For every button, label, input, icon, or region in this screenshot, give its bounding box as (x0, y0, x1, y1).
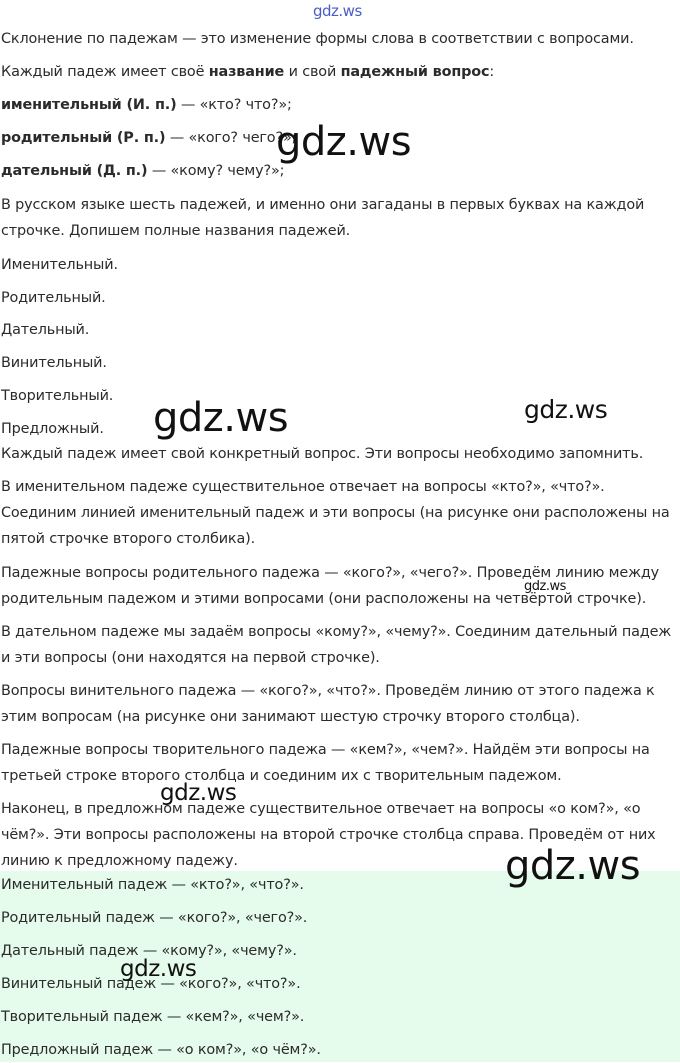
case-name-item: Родительный. (1, 290, 106, 306)
answer-item: Творительный падеж — «кем?», «чем?». (1, 1009, 305, 1025)
paragraph-line: строчке. Допишем полные названия падежей. (1, 223, 351, 239)
top-watermark-link[interactable]: gdz.ws (313, 2, 362, 20)
watermark: gdz.ws (505, 843, 641, 889)
example-dative (1, 158, 284, 184)
example-case-name: именительный (И. п.) (1, 97, 177, 113)
bold-term-question: падежный вопрос (340, 64, 490, 80)
text-fragment: Каждый падеж имеет своё (1, 64, 209, 80)
case-name-item: Творительный. (1, 388, 114, 404)
watermark: gdz.ws (524, 579, 566, 594)
case-name-item: Винительный. (1, 355, 107, 371)
example-case-name: родительный (Р. п.) (1, 130, 166, 146)
paragraph-line: пятой строчке второго столбика). (1, 531, 256, 547)
answer-block (0, 871, 680, 1062)
explain-nominative (1, 474, 677, 552)
paragraph-line: В русском языке шесть падежей, и именно они загаданы в первых буквах на каждой (1, 197, 645, 213)
watermark: gdz.ws (524, 395, 608, 424)
text-fragment: : (489, 64, 495, 80)
explain-instrumental (1, 737, 677, 789)
intro-definition: Склонение по падежам — это изменение формы слова в соответствии с вопросами. (1, 31, 634, 47)
explain-accusative (1, 678, 677, 730)
case-name-item: Дательный. (1, 322, 90, 338)
cases-paragraph (1, 192, 677, 244)
answer-item: Именительный падеж — «кто?», «что?». (1, 877, 304, 893)
case-name-item: Предложный. (1, 421, 104, 437)
paragraph-line: и эти вопросы (они находятся на первой строчке). (1, 650, 380, 666)
watermark: gdz.ws (276, 119, 412, 165)
paragraph-line: чём?». Эти вопросы расположены на второй строчке столбца справа. Проведём от них (1, 827, 656, 843)
example-case-name: дательный (Д. п.) (1, 163, 148, 179)
example-case-question: — «кому? чему?»; (147, 163, 285, 179)
paragraph-line: Вопросы винительного падежа — «кого?», «что?». Проведём линию от этого падежа к (1, 683, 655, 699)
watermark: gdz.ws (153, 395, 289, 441)
bold-term-name: название (208, 64, 285, 80)
example-case-question: — «кто? что?»; (176, 97, 292, 113)
intro-case-description (1, 59, 494, 85)
answer-item: Дательный падеж — «кому?», «чему?». (1, 943, 297, 959)
paragraph-line: В дательном падеже мы задаём вопросы «кому?», «чему?». Соединим дательный падеж (1, 624, 672, 640)
paragraph-line: В именительном падеже существительное отвечает на вопросы «кто?», «что?». (1, 479, 605, 495)
paragraph-line: Падежные вопросы родительного падежа — «кого?», «чего?». Проведём линию между (1, 565, 660, 581)
answer-item: Винительный падеж — «кого?», «что?». (1, 976, 301, 992)
paragraph-line: третьей строке второго столбца и соединим их с творительным падежом. (1, 768, 562, 784)
case-name-item: Именительный. (1, 257, 118, 273)
explain-genitive (1, 560, 677, 612)
example-nominative (1, 92, 292, 118)
explain-dative (1, 619, 677, 671)
explain-intro: Каждый падеж имеет свой конкретный вопрос. Эти вопросы необходимо запомнить. (1, 446, 644, 462)
paragraph-line: линию к предложному падежу. (1, 853, 238, 869)
paragraph-line: Соединим линией именительный падеж и эти вопросы (на рисунке они расположены на (1, 505, 670, 521)
paragraph-line: этим вопросам (на рисунке они занимают шестую строчку второго столбца). (1, 709, 580, 725)
answer-item: Родительный падеж — «кого?», «чего?». (1, 910, 308, 926)
watermark: gdz.ws (120, 956, 197, 982)
text-fragment: и свой (284, 64, 341, 80)
answer-item: Предложный падеж — «о ком?», «о чём?». (1, 1042, 321, 1058)
paragraph-line: родительным падежом и этими вопросами (они расположены на четвёртой строчке). (1, 591, 647, 607)
watermark: gdz.ws (160, 780, 237, 806)
example-case-question: — «кого? чего?»; (165, 130, 297, 146)
paragraph-line: Наконец, в предложном падеже существительное отвечает на вопросы «о ком?», «о (1, 801, 641, 817)
example-genitive (1, 125, 296, 151)
paragraph-line: Падежные вопросы творительного падежа — «кем?», «чем?». Найдём эти вопросы на (1, 742, 650, 758)
